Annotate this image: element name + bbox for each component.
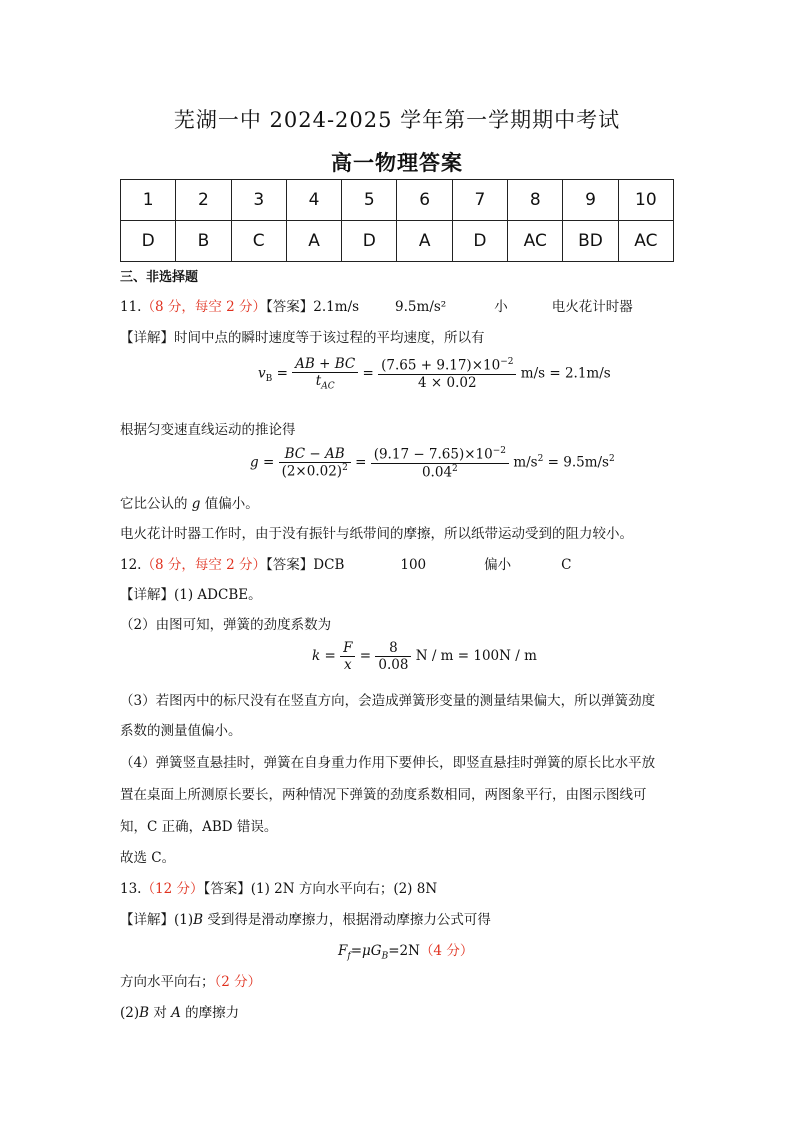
text-variable: g — [191, 496, 201, 512]
text-fragment: 【详解】(1) — [120, 912, 194, 928]
table-cell-number: 3 — [231, 180, 286, 221]
eq2-fraction-values — [371, 446, 509, 480]
q11-equation-1: $v_B$ = $\frac{AB + BC}{t_{AC}}$ = $\frac{(7.65 + 9.17)\times 10^{-2}}{4 \times 0.02}$ m/s = 2.1m/s — [258, 356, 611, 392]
table-cell-answer: A — [286, 221, 341, 262]
table-cell-answer: D — [452, 221, 507, 262]
eq3-lhs: k — [312, 648, 321, 664]
table-cell-number: 5 — [342, 180, 397, 221]
q13-detail — [120, 908, 491, 928]
table-cell-number: 4 — [286, 180, 341, 221]
eq2-den-exp: 2 — [342, 463, 348, 474]
table-cell-number: 10 — [618, 180, 673, 221]
q13-answer-line — [120, 877, 437, 897]
q13-answer-tag: 【答案】 — [203, 881, 251, 897]
eq2-result-a: m/s — [513, 454, 538, 471]
eq-lhs-sub: B — [265, 374, 273, 385]
page-title: 芜湖一中 2024-2025 学年第一学期期中考试 — [173, 108, 621, 132]
q11-answer-2: 9.5m/s² — [395, 299, 447, 315]
q12-detail-2: （2）由图可知，弹簧的劲度系数为 — [120, 617, 332, 633]
eq4-score: （4 分） — [419, 943, 474, 959]
q13-equation — [338, 939, 473, 962]
q11-text-4: 电火花计时器工作时，由于没有振针与纸带间的摩擦，所以纸带运动受到的阻力较小。 — [120, 526, 633, 542]
q12-detail-1: 【详解】(1) ADCBE。 — [120, 587, 262, 603]
q12-number: 12. — [120, 557, 142, 573]
q11-answer-1: 2.1m/s — [313, 299, 360, 315]
table-cell-number: 7 — [452, 180, 507, 221]
text-variable: B — [193, 912, 204, 928]
eq3-result: N / m = 100N / m — [415, 648, 537, 664]
eq-result: m/s = 2.1m/s — [520, 365, 611, 382]
page-subtitle: 高一物理答案 — [331, 150, 463, 175]
q12-answer-3: 偏小 — [484, 557, 512, 573]
q12-answer-line — [120, 553, 572, 573]
eq-fraction — [292, 356, 358, 392]
table-cell-answer: D — [342, 221, 397, 262]
table-cell-number: 6 — [397, 180, 452, 221]
table-cell-answer: D — [121, 221, 176, 262]
eq-lhs: v — [258, 365, 266, 382]
eq-num-values: (7.65 + 9.17)×10 — [381, 357, 501, 374]
eq3-numerator: F — [340, 640, 355, 657]
q12-conclusion: 故选 C。 — [120, 850, 176, 866]
eq-fraction-values — [378, 357, 516, 391]
eq3-denominator: x — [343, 657, 352, 673]
eq-den-values: 4 × 0.02 — [418, 374, 477, 391]
text-fragment: 对 — [149, 1005, 172, 1021]
q12-score: （8 分，每空 2 分） — [141, 557, 267, 573]
eq4-mid: =μG — [350, 943, 382, 959]
eq-num-exp: −2 — [500, 357, 514, 368]
eq2-fraction — [279, 446, 351, 480]
eq-denominator: t — [315, 373, 322, 389]
eq2-result-b: = 9.5m/s — [543, 454, 609, 471]
q12-answer-1: DCB — [313, 557, 345, 573]
q13-answer-text: (1) 2N 方向水平向右；(2) 8N — [250, 881, 438, 897]
table-cell-answer: AC — [618, 221, 673, 262]
text-fragment: (2) — [120, 1005, 140, 1021]
q13-score: （12 分） — [141, 881, 204, 897]
q11-answer-line — [120, 295, 633, 315]
q11-answer-tag: 【答案】 — [266, 299, 314, 315]
q12-answer-4: C — [561, 557, 572, 573]
eq4-result: =2N — [388, 943, 420, 959]
q11-text-3 — [120, 492, 259, 512]
answer-table-number-row — [121, 180, 674, 221]
table-cell-answer: AC — [508, 221, 563, 262]
table-cell-number: 1 — [121, 180, 176, 221]
text-fragment: 方向水平向右； — [120, 974, 215, 990]
table-cell-number: 2 — [176, 180, 231, 221]
eq2-den-values: 0.04 — [421, 464, 453, 480]
q12-detail-4b: 置在桌面上所测原长要长，两种情况下弹簧的劲度系数相同，两图象平行，由图示图线可 — [120, 787, 647, 803]
text-variable: B — [139, 1005, 150, 1021]
q11-text-2: 根据匀变速直线运动的推论得 — [120, 422, 296, 438]
eq2-numerator: BC − AB — [279, 446, 351, 463]
q11-number: 11. — [120, 299, 142, 315]
table-cell-answer: BD — [563, 221, 618, 262]
eq3-den-values: 0.08 — [378, 657, 409, 673]
q12-equation: k = $\frac{F}{x}$ = $\frac{8}{0.08}$ N / m = 100N / m — [312, 640, 537, 673]
section-heading: 三、非选择题 — [120, 270, 199, 285]
eq3-fraction-values — [375, 640, 411, 673]
eq-numerator: AB + BC — [292, 356, 358, 373]
q11-answer-3: 小 — [494, 299, 508, 315]
q11-score: （8 分，每空 2 分） — [141, 299, 267, 315]
table-cell-number: 9 — [563, 180, 618, 221]
table-cell-answer: C — [231, 221, 286, 262]
eq2-num-exp: −2 — [492, 446, 507, 456]
answer-table-answer-row — [121, 221, 674, 262]
q11-answer-4: 电火花计时器 — [551, 299, 633, 315]
table-cell-answer: A — [397, 221, 452, 262]
text-fragment: 它比公认的 — [120, 496, 192, 512]
eq4-f: F — [338, 943, 348, 959]
text-fragment: 值偏小。 — [200, 496, 259, 512]
eq3-num-values: 8 — [375, 640, 411, 657]
eq2-lhs: g — [250, 454, 259, 471]
q11-detail: 【详解】时间中点的瞬时速度等于该过程的平均速度，所以有 — [120, 330, 485, 346]
q13-direction — [120, 970, 261, 990]
eq4-f-sub: f — [347, 951, 351, 962]
text-fragment: 受到得是滑动摩擦力，根据滑动摩擦力公式可得 — [203, 912, 491, 928]
eq2-num-values: (9.17 − 7.65)×10 — [373, 446, 493, 463]
answer-table — [120, 179, 674, 262]
text-fragment: 的摩擦力 — [180, 1005, 240, 1021]
eq-den-sub: AC — [321, 381, 335, 392]
q12-detail-4a: （4）弹簧竖直悬挂时，弹簧在自身重力作用下要伸长，即竖直悬挂时弹簧的原长比水平放 — [120, 755, 656, 771]
q12-detail-3a: （3）若图丙中的标尺没有在竖直方向，会造成弹簧形变量的测量结果偏大，所以弹簧劲度 — [120, 693, 656, 709]
eq4-g-sub: B — [381, 951, 389, 962]
eq2-denominator: (2×0.02) — [281, 463, 343, 480]
text-variable: A — [171, 1005, 181, 1021]
table-cell-answer: B — [176, 221, 231, 262]
q13-direction-score: （2 分） — [214, 974, 262, 990]
q11-equation-2: g = $\frac{BC - AB}{(2\times 0.02)^2}$ = $\frac{(9.17 - 7.65)\times 10^{-2}}{0.04^2}$ $m/s^2 = 9.5m/s^2$ — [250, 446, 615, 480]
q12-answer-2: 100 — [400, 557, 427, 573]
q12-detail-3b: 系数的测量值偏小。 — [120, 723, 242, 739]
q12-answer-tag: 【答案】 — [266, 557, 314, 573]
eq3-fraction — [340, 640, 355, 673]
q13-part-2 — [120, 1001, 239, 1021]
q12-detail-4c: 知，C 正确，ABD 错误。 — [120, 819, 278, 835]
eq2-den2-exp: 2 — [452, 463, 458, 474]
q13-number: 13. — [120, 881, 142, 897]
table-cell-number: 8 — [508, 180, 563, 221]
